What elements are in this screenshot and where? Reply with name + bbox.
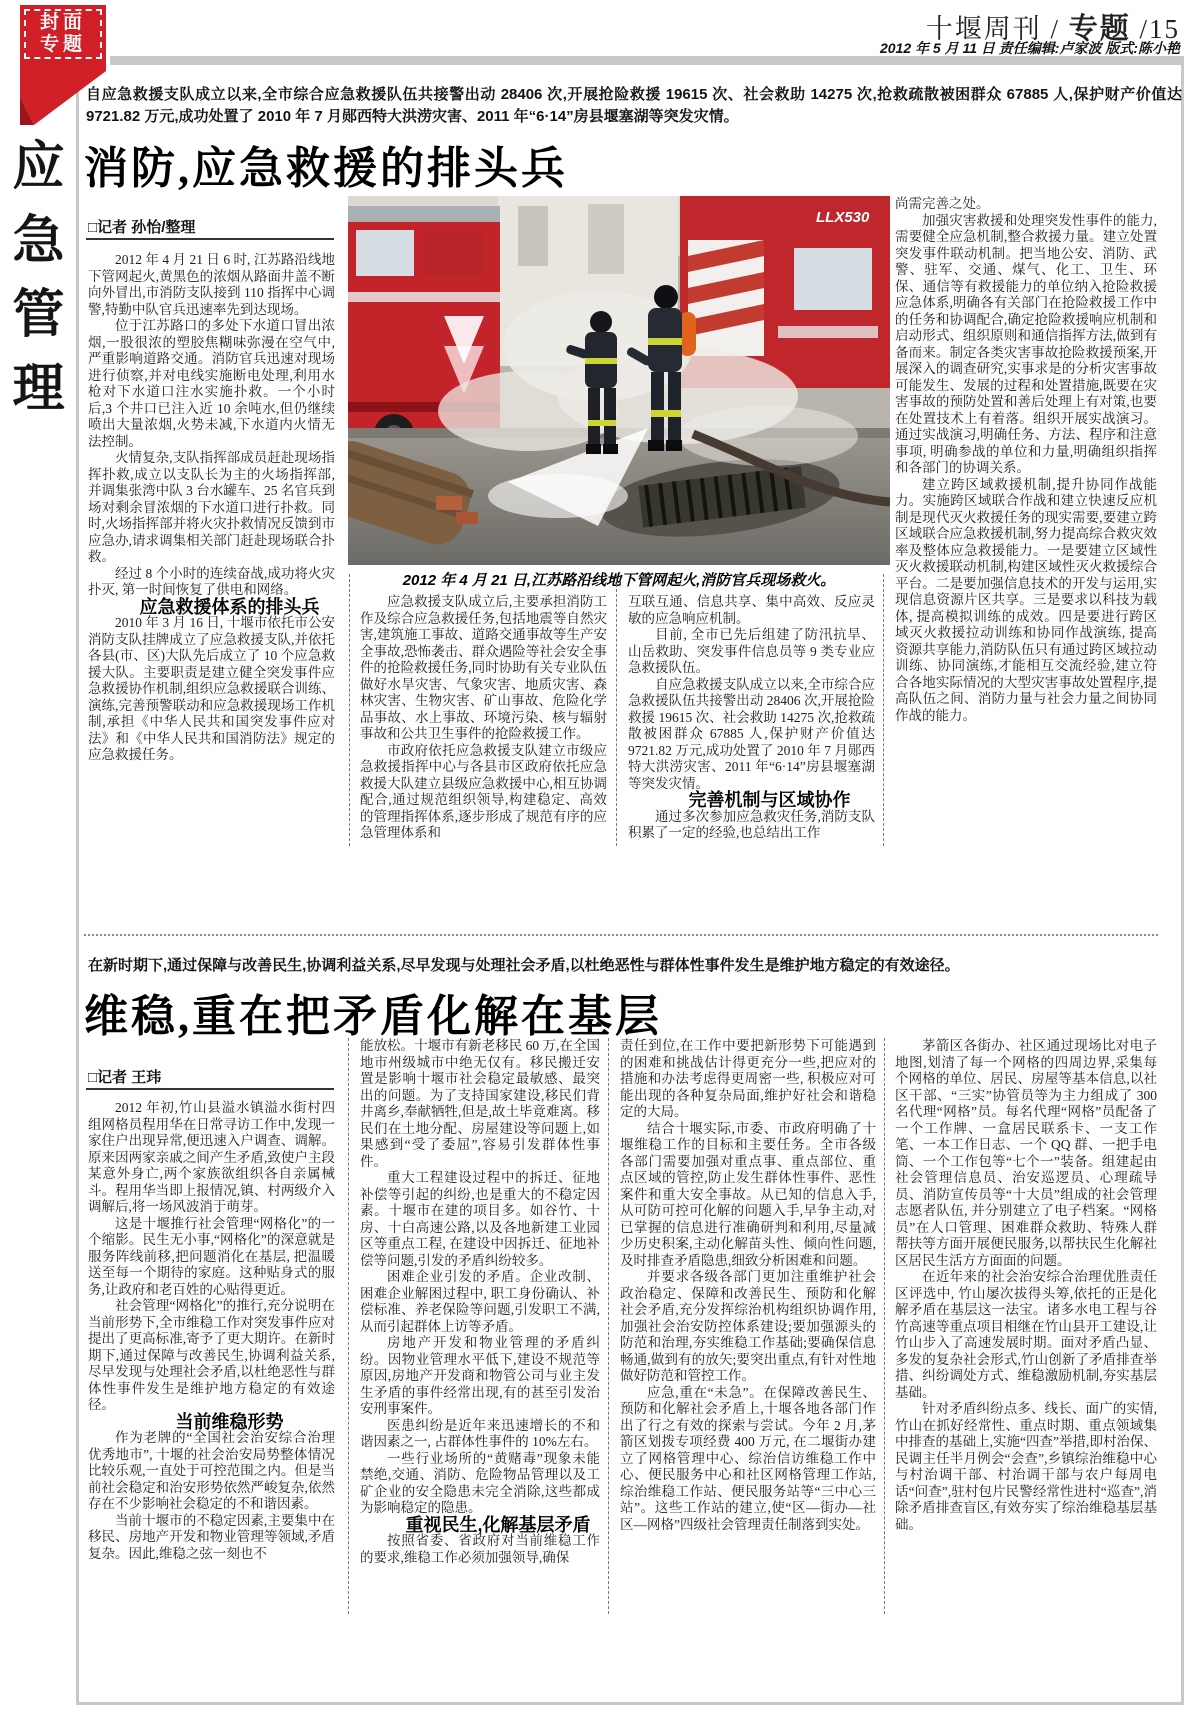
date-editor-line: 2012 年 5 月 11 日 责任编辑:卢家波 版式:陈小艳 <box>879 40 1180 56</box>
paragraph: 这是十堰推行社会管理“网格化”的一个缩影。民生无小事,“网格化”的深意就是服务阵线前移,把问题消化在基层, 把温暖送至每一个期待的家庭。这种贴身式的服务,让政府和老百姓的心贴得更近。 <box>88 1215 335 1297</box>
article1-lead: 自应急救援支队成立以来,全市综合应急救援队伍共接警出动 28406 次,开展抢险救援 19615 次、社会救助 14275 次,抢救疏散被困群众 67885 人,保护财产价值达 9721.82 万元,成功处置了 2010 年 7 月郧西特大洪涝灾害、2011 年“6·14”房县堰塞湖等突发灾情。 <box>86 86 1182 125</box>
paragraph: 责任到位,在工作中要把新形势下可能遇到的困难和挑战估计得更充分一些,把应对的措施和办法考虑得更周密一些, 积极应对可能出现的各种复杂局面,维护好社会和谐稳定的大局。 <box>620 1038 876 1119</box>
paragraph: 经过 8 个小时的连续奋战,成功将火灾扑灭, 第一时间恢复了供电和网络。 <box>88 565 335 597</box>
red-ribbon <box>20 63 106 127</box>
paragraph: 互联互通、信息共享、集中高效、反应灵敏的应急响应机制。 <box>628 594 875 626</box>
column-divider <box>883 574 884 846</box>
paragraph: 作为老牌的“全国社会治安综合治理优秀地市”, 十堰的社会治安局势整体情况比较乐观,一直处于可控范围之内。但是当前社会稳定和治安形势依然严峻复杂,依然存在不少影响社会稳定的不和谐因素。 <box>88 1430 335 1511</box>
paragraph: 按照省委、省政府对当前维稳工作的要求,维稳工作必须加强领导,确保 <box>360 1533 600 1565</box>
article1-headline: 消防,应急救援的排头兵 <box>84 144 568 193</box>
paragraph: 火情复杂,支队指挥部成员赶赴现场指挥扑救,成立以支队长为主的火场指挥部, 并调集张湾中队 3 台水罐车、25 名官兵到场对剩余冒浓烟的下水道口进行扑救。同时,火场指挥部并将火灾扑救情况反馈到市应急办,请求调集相关部门赶赴现场联合扑救。 <box>88 450 335 564</box>
paragraph: 2012 年初,竹山县溢水镇溢水街村四组网格员程用华在日常寻访工作中,发现一家住户出现异常,便迅速入户调查、调解。原来因两家亲戚之间产生矛盾,致使户主段某意外身亡,两个家族欲组织各自亲属械斗。程用华当即上报情况,镇、村两级介入调解后,将一场风波消于萌芽。 <box>88 1100 335 1214</box>
paragraph: 社会管理“网格化”的推行,充分说明在当前形势下,全市维稳工作对突发事件应对提出了更高标准,寄予了更大期许。在新时期下,通过保障与改善民生,协调利益关系,尽早发现与处理社会矛盾,以杜绝恶性与群体性事件发生是维护地方稳定的有效途径。 <box>88 1298 335 1412</box>
paragraph: 当前十堰市的不稳定因素,主要集中在移民、房地产开发和物业管理等领域,矛盾复杂。因此,维稳之弦一刻也不 <box>88 1512 335 1561</box>
column-divider <box>348 1038 349 1614</box>
article1-subhead-2: 完善机制与区域协作 <box>688 790 851 810</box>
paragraph: 位于江苏路口的多处下水道口冒出浓烟,一股很浓的塑胶焦糊味弥漫在空气中,严重影响道路交通。消防官兵迅速对现场进行侦察,并对电线实施断电处理,利用水枪对下水道口注水实施扑救。一个小时后,3 个井口已注入近 10 余吨水,但仍继续喷出大量浓烟,火势未减,下水道内火情无法控制。 <box>88 318 335 449</box>
article2-byline: □记者 王玮 <box>88 1069 162 1086</box>
paragraph: 应急救援支队成立后,主要承担消防工作及综合应急救援任务,包括地震等自然灾害,建筑施工事故、道路交通事故等生产安全事故,恐怖袭击、群众遇险等社会安全事件的抢险救援任务,同时协助有关专业队伍做好水旱灾害、气象灾害、地质灾害、森林灾害、生物灾害、矿山事故、危险化学品事故、水上事故、环境污染、核与辐射事故和公共卫生事件的抢险救援工作。 <box>360 594 607 741</box>
article1-column-b <box>628 594 875 846</box>
article1-left-column <box>88 252 335 848</box>
section-name: 专题 <box>1068 13 1131 45</box>
paragraph: 应急,重在“未急”。在保障改善民生、预防和化解社会矛盾上,十堰各地各部门作出了行之有效的探索与尝试。今年 2 月,茅箭区划拨专项经费 400 万元, 在二堰街办建立了网格管理中心、综治信访维稳工作中心、便民服务中心和社区网格管理工作站,综治维稳工作站、便民服务站等“三中心三站”。这些工作站的建立,使“区—街办—社区—网格”四级社会管理责任制落到实处。 <box>620 1384 876 1532</box>
paragraph: 针对矛盾纠纷点多、线长、面广的实情,竹山在抓好经常性、重点时期、重点领域集中排查的基础上,实施“四查”举措,即村治保、民调主任半月例会“会查”,乡镇综治维稳中心与村治调干部、村治调干部与农户每周电话“问查”,驻村包片民警经常性进村“巡查”,消除矛盾排查盲区,有效夯实了综治维稳基层基础。 <box>895 1401 1157 1532</box>
bottom-border <box>76 1702 1184 1705</box>
article2-headline: 维稳,重在把矛盾化解在基层 <box>84 992 662 1041</box>
article2-subhead-1: 当前维稳形势 <box>175 1411 284 1432</box>
article2-column-1 <box>88 1100 335 1614</box>
paragraph: 在近年来的社会治安综合治理优胜责任区评选中, 竹山屡次拔得头筹,依托的正是化解矛盾在基层这一法宝。诸多水电工程与谷竹高速等重点项目相继在竹山县开工建设,让竹山步入了高速发展时期。面对矛盾凸显、多发的复杂社会形式,竹山创新了矛盾排查举措、纠纷调处方式、维稳激励机制,夯实基层基础。 <box>895 1269 1157 1400</box>
column-divider <box>608 1038 609 1614</box>
truck-label: LLX530 <box>816 209 870 226</box>
column-divider <box>616 574 617 846</box>
article2-subhead-2: 重视民生,化解基层矛盾 <box>405 1514 591 1535</box>
right-border <box>1181 56 1184 1705</box>
photo-caption: 2012 年 4 月 21 日,江苏路沿线地下管网起火,消防官兵现场救火。 <box>402 572 836 589</box>
article1-byline: □记者 孙怡/整理 <box>88 219 196 236</box>
article2-byline-rule <box>86 1088 334 1090</box>
vertical-section-title: 应急管理 <box>4 138 61 434</box>
paragraph: 并要求各级各部门更加注重维护社会政治稳定、保障和改善民生、预防和化解社会矛盾,充分发挥综治机构组织协调作用,加强社会治安防控体系建设;要加强源头的防范和治理,夯实维稳工作基础;要确保信息畅通,做到有的放矢;要突出重点,有针对性地做好防范和管控工作。 <box>620 1269 876 1383</box>
paragraph: 自应急救援支队成立以来,全市综合应急救援队伍共接警出动 28406 次,开展抢险救援 19615 次、社会救助 14275 次,抢救疏散被困群众 67885 人,保护财产价值达 9721.82 万元,成功处置了 2010 年 7 月郧西特大洪涝灾害、2011 年“6·14”房县堰塞湖等突发灾情。 <box>628 676 875 791</box>
article2-column-2 <box>360 1038 600 1614</box>
article-separator <box>84 934 1158 936</box>
article1-right-column <box>895 196 1157 846</box>
paragraph: 尚需完善之处。 <box>895 196 990 211</box>
paragraph: 医患纠纷是近年来迅速增长的不和谐因素之一, 占群体性事件的 10%左右。 <box>360 1417 600 1449</box>
paragraph: 加强灾害救援和处理突发性事件的能力,需要健全应急机制,整合救援力量。建立处置突发事件联动机制。把当地公安、消防、武警、驻军、交通、煤气、化工、卫生、环保、通信等有救援能力的单位纳入抢险救援应急体系,明确各有关部门在抢险救援工作中的任务和协调配合,确定抢险救援响应机制和启动形式、组织原则和通信指挥方法,做到有备而来。制定各类灾害事故抢险救援预案,开展深入的调查研究,实事求是的分析灾害事故可能发生、发展的过程和处置措施,既要在灾害事故的预防处置和善后处理上有对策,也要在处置技术上有着落。组织开展实战演习。通过实战演习,明确任务、方法、程序和注意事项, 明确参战的单位和力量,明确组织指挥和各部门的协调关系。 <box>895 212 1157 475</box>
paragraph: 结合十堰实际,市委、市政府明确了十堰维稳工作的目标和主要任务。全市各级各部门需要加强对重点事、重点部位、重点区域的管控,防止发生群体性事件、恶性案件和重大安全事故。从已知的信息入手,从可防可控可化解的问题入手,早争主动,对已掌握的信息进行准确研判和利用,尽量减少历史积案,主动化解苗头性、倾向性问题,及时排查矛盾隐患,细致分析困难和问题。 <box>620 1120 876 1268</box>
paragraph: 通过多次参加应急救灾任务,消防支队积累了一定的经验,也总结出工作 <box>628 808 875 840</box>
paragraph: 困难企业引发的矛盾。企业改制、困难企业解困过程中, 职工身份确认、补偿标准、养老保险等问题,引发职工不满,从而引起群体上访等矛盾。 <box>360 1269 600 1334</box>
paragraph: 重大工程建设过程中的拆迁、征地补偿等引起的纠纷,也是重大的不稳定因素。十堰市在建的项目多。如谷竹、十房、十白高速公路,以及各地新建工业园区等重点工程, 在建设中因拆迁、征地补偿等问题,引发的矛盾纠纷较多。 <box>360 1170 600 1268</box>
paragraph: 2010 年 3 月 16 日, 十堰市依托市公安消防支队挂牌成立了应急救援支队,并依托各县(市、区)大队先后成立了 10 个应急救援大队。主要职责是建立健全突发事件应急救援协作机制,组织应急救援联合训练、演练,完善预警联动和应急救援现场工作机制,承担《中华人民共和国突发事件应对法》和《中华人民共和国消防法》规定的应急救援任务。 <box>88 615 335 762</box>
page-number: /15 <box>1130 14 1180 44</box>
article1-subhead-1: 应急救援体系的排头兵 <box>139 596 320 617</box>
cover-topic-badge <box>20 5 106 63</box>
article1-byline-rule <box>86 238 334 240</box>
paragraph: 建立跨区域救援机制,提升协同作战能力。实施跨区域联合作战和建立快速反应机制是现代灭火救援任务的现实需要,要建立跨区域联合应急救援机制,努力提高综合救灾效率及整体应急救援能力。一是要建立区域性灭火救援联动机制,构建区域性灭火救援综合平台。二是要加强信息技术的开发与运用,实现信息资源片区共享。三是要求以科技为载体, 提高模拟训练的成效。四是要进行跨区域灭火救援拉动训练和协同作战演练, 提高资源共享能力,消防队伍只有通过跨区域拉动训练、协同演练,才能相互交流经验,建立符合各地实际情况的大型灾害事故处置程序,提高队伍之间、消防力量与社会力量之间协同作战的能力。 <box>895 476 1157 723</box>
article2-lead: 在新时期下,通过保障与改善民生,协调利益关系,尽早发现与处理社会矛盾,以杜绝恶性与群体性事件发生是维护地方稳定的有效途径。 <box>88 957 960 974</box>
paragraph: 茅箭区各街办、社区通过现场比对电子地图,划清了每一个网格的四周边界,采集每个网格的单位、居民、房屋等基本信息,以社区干部、“三实”协管员等为主力组成了 300 名代理“网格”员。每名代理“网格”员配备了一个工作牌、一盒居民联系卡、一支工作笔、一本工作日志、一个 QQ 群、一把手电筒、一个工作包等“七个一”装备。组建起由社会管理信息员、治安巡逻员、心理疏导员、消防宣传员等“十大员”组成的社会管理志愿者队伍, 并分别建立了电子档案。“网格员”在人口管理、困难群众救助、特殊人群帮扶等方面开展便民服务,以帮扶民生化解社区居民生活方方面面的问题。 <box>895 1038 1157 1268</box>
article2-column-4 <box>895 1038 1157 1614</box>
news-photo-firefighting <box>348 196 890 565</box>
paragraph: 2012 年 4 月 21 日 6 时, 江苏路沿线地下管网起火,黄黑色的浓烟从路面井盖不断向外冒出,市消防支队接到 110 指挥中心调警,特勤中队官兵迅速率先到达现场。 <box>88 252 335 317</box>
paragraph: 房地产开发和物业管理的矛盾纠纷。因物业管理水平低下,建设不规范等原因,房地产开发商和物管公司与业主发生矛盾的事件经常出现,有的甚至引发治安刑事案件。 <box>360 1335 600 1416</box>
article2-column-3 <box>620 1038 876 1614</box>
paragraph: 市政府依托应急救援支队建立市级应急救援指挥中心与各县市区政府依托应急救援大队建立县级应急救援中心,相互协调配合,通过规范组织领导,构建稳定、高效的管理指挥体系,逐步形成了规范有序的应急管理体系和 <box>360 742 607 840</box>
masthead: 十堰周刊 / 专题 /15 <box>925 13 1180 45</box>
paragraph: 目前, 全市已先后组建了防汛抗旱、山岳救助、突发事件信息员等 9 类专业应急救援队伍。 <box>628 627 875 675</box>
article1-column-a <box>360 594 607 846</box>
left-border <box>76 56 79 1705</box>
paragraph: 能放松。十堰市有新老移民 60 万,在全国地市州级城市中绝无仅有。移民搬迁安置是影响十堰市社会稳定最敏感、最突出的问题。为了支持国家建设,移民们背井离乡,奉献牺牲,但是,故土毕竟难离。移民们在土地分配、房屋建设等问题上,如果感到“受了委屈”,容易引发群体性事件。 <box>360 1038 600 1169</box>
paper-name: 十堰周刊 <box>925 14 1042 44</box>
column-divider <box>884 1038 885 1614</box>
column-divider <box>349 574 350 846</box>
paragraph: 一些行业场所的“黄赌毒”现象未能禁绝,交通、消防、危险物品管理以及工矿企业的安全隐患未完全消除,这些都成为影响稳定的隐患。 <box>360 1450 600 1515</box>
badge-line1: 封面 <box>39 12 86 33</box>
badge-line2: 专题 <box>39 34 86 55</box>
